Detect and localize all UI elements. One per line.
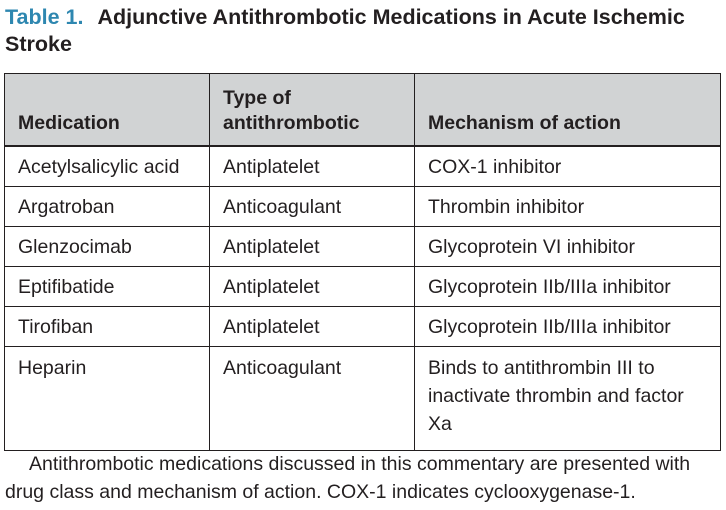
table-row — [5, 227, 721, 267]
table-header-row — [5, 74, 721, 147]
table-row — [5, 146, 721, 187]
table-number: Table 1. — [5, 5, 84, 29]
cell-type: Anticoagulant — [210, 347, 415, 451]
table-row — [5, 347, 721, 451]
cell-type: Antiplatelet — [210, 307, 415, 347]
cell-medication: Acetylsalicylic acid — [5, 146, 210, 187]
cell-mechanism: Glycoprotein IIb/IIIa inhibitor — [415, 267, 721, 307]
cell-medication: Eptifibatide — [5, 267, 210, 307]
cell-medication: Tirofiban — [5, 307, 210, 347]
header-type-line1: Type of — [223, 87, 291, 109]
cell-mechanism: Glycoprotein VI inhibitor — [415, 227, 721, 267]
table-row — [5, 267, 721, 307]
header-type-line2: antithrombotic — [223, 112, 360, 134]
cell-type: Antiplatelet — [210, 267, 415, 307]
cell-medication: Argatroban — [5, 187, 210, 227]
cell-type: Antiplatelet — [210, 227, 415, 267]
cell-mechanism: Thrombin inhibitor — [415, 187, 721, 227]
table-caption: Antithrombotic medications discussed in this commentary are presented with drug class and mechanism of action. COX-1 indicates cyclooxygenase-1. — [5, 453, 691, 503]
table-title-text: Adjunctive Antithrombotic Medications in Acute Ischemic Stroke — [5, 5, 685, 56]
header-medication — [5, 74, 210, 147]
header-type — [210, 74, 415, 147]
cell-mechanism: COX-1 inhibitor — [415, 146, 721, 187]
table-title — [5, 4, 721, 58]
cell-type: Antiplatelet — [210, 146, 415, 187]
header-mechanism-label: Mechanism of action — [428, 112, 621, 134]
table-row — [5, 187, 721, 227]
cell-type: Anticoagulant — [210, 187, 415, 227]
cell-medication: Glenzocimab — [5, 227, 210, 267]
cell-mechanism: Glycoprotein IIb/IIIa inhibitor — [415, 307, 721, 347]
table-row — [5, 307, 721, 347]
medications-table — [4, 73, 721, 451]
cell-medication: Heparin — [5, 347, 210, 451]
cell-mechanism: Binds to antithrombin III to inactivate thrombin and factor Xa — [415, 347, 721, 451]
header-medication-label: Medication — [18, 112, 120, 134]
header-mechanism — [415, 74, 721, 147]
